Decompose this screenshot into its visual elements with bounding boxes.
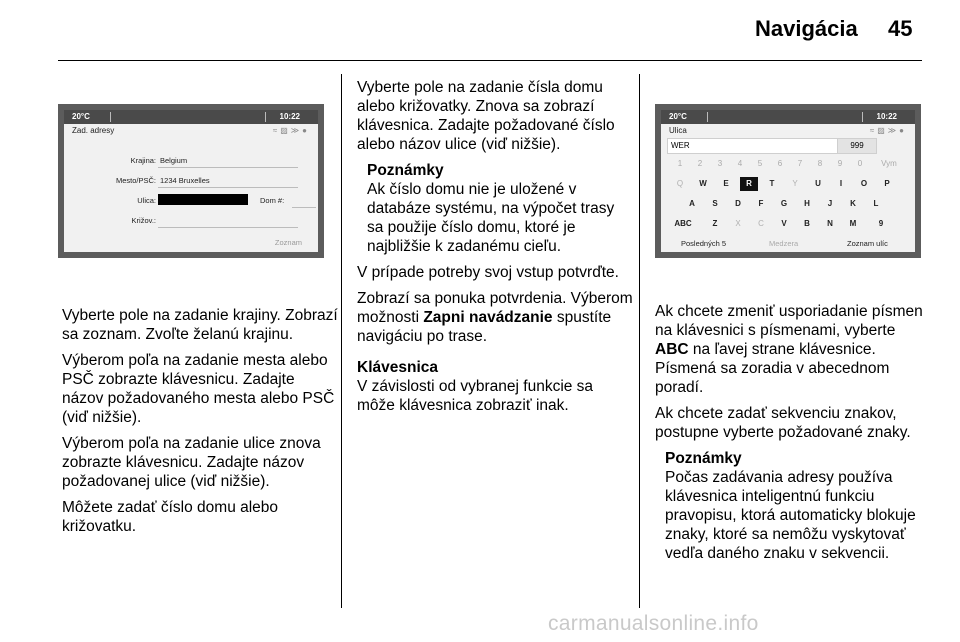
list-button[interactable]: Zoznam	[274, 238, 302, 247]
key[interactable]: I	[839, 179, 843, 188]
note-title: Poznámky	[367, 162, 444, 179]
street-label: Ulica:	[137, 196, 156, 205]
paragraph: Môžete zadať číslo domu alebo križovatku.	[62, 499, 279, 535]
key[interactable]: 5	[757, 159, 763, 168]
key[interactable]: F	[758, 199, 764, 208]
key[interactable]: V	[781, 219, 787, 228]
key[interactable]: 7	[797, 159, 803, 168]
abc-key-ref: ABC	[655, 341, 689, 358]
screen-title: Ulica	[669, 126, 687, 135]
paragraph: Výberom poľa na zadanie ulice znova zobrazte klávesnicu. Zadajte názov požadovanej ulice (viď nižšie).	[62, 435, 321, 490]
city-label: Mesto/PSČ:	[115, 176, 156, 185]
key[interactable]: S	[712, 199, 718, 208]
letter-key-row-2	[671, 196, 905, 214]
paragraph: Vyberte pole na zadanie čísla domu alebo križovatky. Znova sa zobrazí klávesnica. Zadajte požadované číslo alebo názov ulice (viď nižšie).	[357, 79, 615, 153]
key[interactable]: K	[850, 199, 856, 208]
key[interactable]: 3	[717, 159, 723, 168]
key[interactable]: 4	[737, 159, 743, 168]
space-button[interactable]: Medzera	[769, 239, 799, 248]
key[interactable]: E	[723, 179, 729, 188]
country-label: Krajina:	[130, 156, 156, 165]
screen-title: Zad. adresy	[72, 126, 115, 135]
note-text: Počas zadávania adresy používa klávesnica inteligentnú funkciu pravopisu, ktorá automaticky blokuje znaky, ktoré sa nemôžu vyskytovať vedľa daného znaku v sekvencii.	[665, 469, 916, 562]
key[interactable]: P	[884, 179, 890, 188]
key[interactable]: M	[849, 219, 857, 228]
key[interactable]: T	[769, 179, 775, 188]
key[interactable]: W	[699, 179, 707, 188]
key[interactable]: H	[804, 199, 810, 208]
page-number: 45	[888, 16, 913, 41]
key[interactable]: 9	[837, 159, 843, 168]
page-title: Navigácia	[755, 16, 858, 41]
key[interactable]: B	[804, 219, 810, 228]
street-list-button[interactable]: Zoznam ulíc	[847, 239, 888, 248]
note-text: Ak číslo domu nie je uložené v databáze systému, na výpočet trasy sa použije číslo domu, ktoré je najbližšie k zadanému cieľu.	[367, 181, 615, 255]
country-value[interactable]: Belgium	[160, 156, 188, 165]
note-box	[665, 449, 925, 563]
key[interactable]: X	[735, 219, 741, 228]
paragraph: Zobrazí sa ponuka potvrdenia. Výberom možnosti Zapni navádzanie spustíte navigáciu po trase.	[357, 290, 633, 345]
address-entry-screenshot	[58, 104, 324, 258]
key[interactable]: N	[827, 219, 833, 228]
section-heading: Klávesnica	[357, 359, 438, 376]
key[interactable]: 8	[817, 159, 823, 168]
key[interactable]: Y	[792, 179, 798, 188]
paragraph: Výberom poľa na zadanie mesta alebo PSČ zobrazte klávesnicu. Zadajte názov požadovaného mesta alebo PSČ (viď nižšie).	[62, 352, 335, 426]
keyboard-screenshot	[655, 104, 921, 258]
street-input[interactable]: WER	[667, 138, 862, 154]
key[interactable]: O	[860, 179, 868, 188]
last-five-button[interactable]: Posledných 5	[681, 239, 727, 248]
header-rule	[58, 60, 922, 61]
abc-sort-key[interactable]: ABC	[674, 219, 692, 228]
city-value[interactable]: 1234 Bruxelles	[160, 176, 210, 185]
start-guidance-option: Zapni navádzanie	[423, 309, 553, 326]
watermark: carmanualsonline.info	[548, 612, 759, 635]
number-key-row	[671, 156, 905, 174]
key[interactable]: J	[827, 199, 833, 208]
note-box	[367, 161, 633, 256]
column-1-text	[62, 306, 338, 543]
column-3-text	[655, 302, 925, 570]
paragraph: Vyberte pole na zadanie krajiny. Zobrazí sa zoznam. Zvoľte želanú krajinu.	[62, 307, 338, 343]
key[interactable]: L	[873, 199, 879, 208]
status-icons: ≈▨≫●	[272, 126, 310, 135]
status-icons: ≈▨≫●	[869, 126, 907, 135]
key[interactable]: A	[689, 199, 695, 208]
house-number-input[interactable]: 999	[837, 138, 877, 154]
key[interactable]: 0	[857, 159, 863, 168]
letter-key-row-1	[671, 176, 905, 194]
house-number-label: Dom #:	[260, 196, 285, 205]
paragraph: V závislosti od vybranej funkcie sa môže klávesnica zobraziť inak.	[357, 378, 594, 414]
key[interactable]: Q	[676, 179, 684, 188]
key[interactable]: G	[780, 199, 788, 208]
key-selected[interactable]: R	[740, 177, 758, 191]
status-bar: 20°C 10:22	[661, 110, 915, 124]
keyboard-bottom-bar	[661, 236, 915, 252]
column-2-text	[357, 78, 633, 422]
key[interactable]: U	[815, 179, 821, 188]
street-field-highlight[interactable]	[158, 194, 248, 205]
key[interactable]: C	[758, 219, 764, 228]
column-divider-2	[639, 74, 640, 608]
paragraph: Ak chcete zadať sekvenciu znakov, postupne vyberte požadované znaky.	[655, 405, 911, 441]
letter-key-row-3	[671, 216, 905, 234]
paragraph: Ak chcete zmeniť usporiadanie písmen na klávesnici s písmenami, vyberte ABC na ľavej strane klávesnice. Písmená sa zoradia v abecednom poradí.	[655, 303, 923, 396]
status-bar: 20°C 10:22	[64, 110, 318, 124]
key[interactable]: 2	[697, 159, 703, 168]
column-divider-1	[341, 74, 342, 608]
key[interactable]: 1	[677, 159, 683, 168]
page-header	[0, 0, 960, 62]
key[interactable]: Z	[712, 219, 718, 228]
note-title: Poznámky	[665, 450, 742, 467]
key[interactable]: 9	[878, 219, 884, 228]
paragraph: V prípade potreby svoj vstup potvrďte.	[357, 264, 619, 281]
key[interactable]: D	[735, 199, 741, 208]
key-delete[interactable]: Vym	[881, 159, 897, 168]
key[interactable]: 6	[777, 159, 783, 168]
crossing-label: Križov.:	[131, 216, 156, 225]
